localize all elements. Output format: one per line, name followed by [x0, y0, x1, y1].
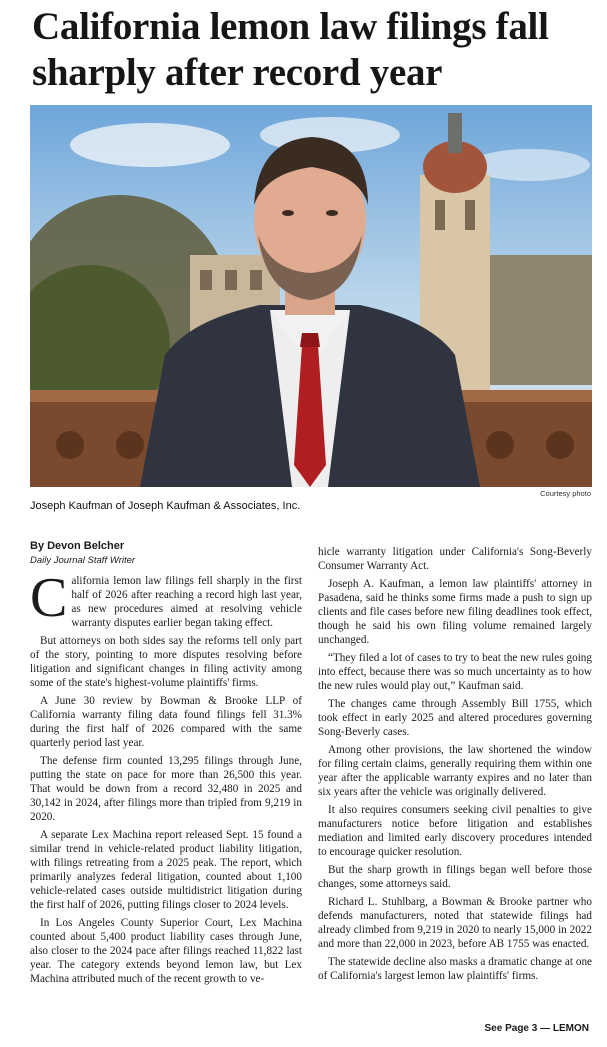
article-paragraph: A separate Lex Machina report released Sept. 15 found a similar trend in vehicle-related product liability litigation, with filings retreating from a 2025 peak. The report, which primarily analyzes federal litigation, counted about 1,100 vehicle-related cases outside multidistrict litigation during the first half of 2026, putting filings closer to 2024 levels. [30, 829, 302, 911]
byline-outlet: Daily Journal Staff Writer [30, 555, 136, 566]
article-paragraph: The changes came through Assembly Bill 1755, which took effect in early 2025 and altered procedures governing Song-Beverly cases. [318, 698, 592, 738]
article-paragraph: It also requires consumers seeking civil penalties to give manufacturers notice before litigation and establishes mediation and limited early discovery procedures intended to encourage quicker resolution. [318, 804, 592, 858]
article-paragraph: In Los Angeles County Superior Court, Lex Machina counted about 5,400 product liability cases through June, also closer to the 2024 pace after filings reached 11,822 last year. The category extends beyond lemon law, but Lex Machina attributed much of the recent growth to ve- [30, 917, 302, 985]
article-paragraph: A June 30 review by Bowman & Brooke LLP of California warranty filing data found filings fell 31.3% during the first half of 2026 compared with the same quarterly period last year. [30, 695, 302, 749]
article-column-1 [30, 567, 302, 990]
lead-paragraph: California lemon law filings fell sharply in the first half of 2026 after reaching a record high last year, as new procedures aimed at resolving vehicle warranty disputes earlier began taking effect. [30, 567, 302, 629]
jump-line-link[interactable]: See Page 3 — LEMON [484, 1023, 589, 1034]
article-paragraph: The statewide decline also masks a dramatic change at one of California's largest lemon law plaintiffs' firms. [318, 956, 592, 982]
article-paragraph: Among other provisions, the law shortened the window for filing certain claims, generally requiring them within one year after the applicable warranty expires and no later than six years after the vehicle was originally delivered. [318, 744, 592, 798]
headline: California lemon law filings fall sharply after record year [32, 5, 549, 94]
lead-photo [30, 105, 592, 487]
photo-caption: Joseph Kaufman of Joseph Kaufman & Associates, Inc. [30, 500, 301, 512]
article-paragraph: But attorneys on both sides say the reforms tell only part of the story, pointing to more disputes resolving before litigation and significant changes in filing activity among some of the state's highest-volume plaintiffs' firms. [30, 635, 302, 689]
article-paragraph: Richard L. Stuhlbarg, a Bowman & Brooke partner who defends manufacturers, noted that statewide filings had already climbed from 9,219 in 2020 to nearly 15,000 in 2022 and more than 22,000 in 2023, before AB 1755 was enacted. [318, 896, 592, 950]
article-paragraph: “They filed a lot of cases to try to beat the new rules going into effect, because there was so much uncertainty as to how the new rules would play out,” Kaufman said. [318, 652, 592, 692]
drop-cap: C [30, 567, 68, 629]
article-paragraph: hicle warranty litigation under California's Song-Beverly Consumer Warranty Act. [318, 546, 592, 572]
article-column-2 [318, 545, 592, 987]
article-paragraph: Joseph A. Kaufman, a lemon law plaintiffs' attorney in Pasadena, said he thinks some firms made a push to sign up clients and file cases before new filing deadlines took effect, though he said his own filing volume remained largely unchanged. [318, 578, 592, 646]
photo-credit: Courtesy photo [540, 489, 591, 498]
byline-author: By Devon Belcher [30, 540, 125, 552]
article-paragraph: But the sharp growth in filings began well before those changes, some attorneys said. [318, 864, 592, 890]
portrait-illustration [30, 105, 592, 487]
article-paragraph: The defense firm counted 13,295 filings through June, putting the state on pace for more than 26,500 this year. That would be down from a record 32,480 in 2025 and 30,142 in 2024, after filings more than tripled from 9,219 in 2020. [30, 755, 302, 823]
